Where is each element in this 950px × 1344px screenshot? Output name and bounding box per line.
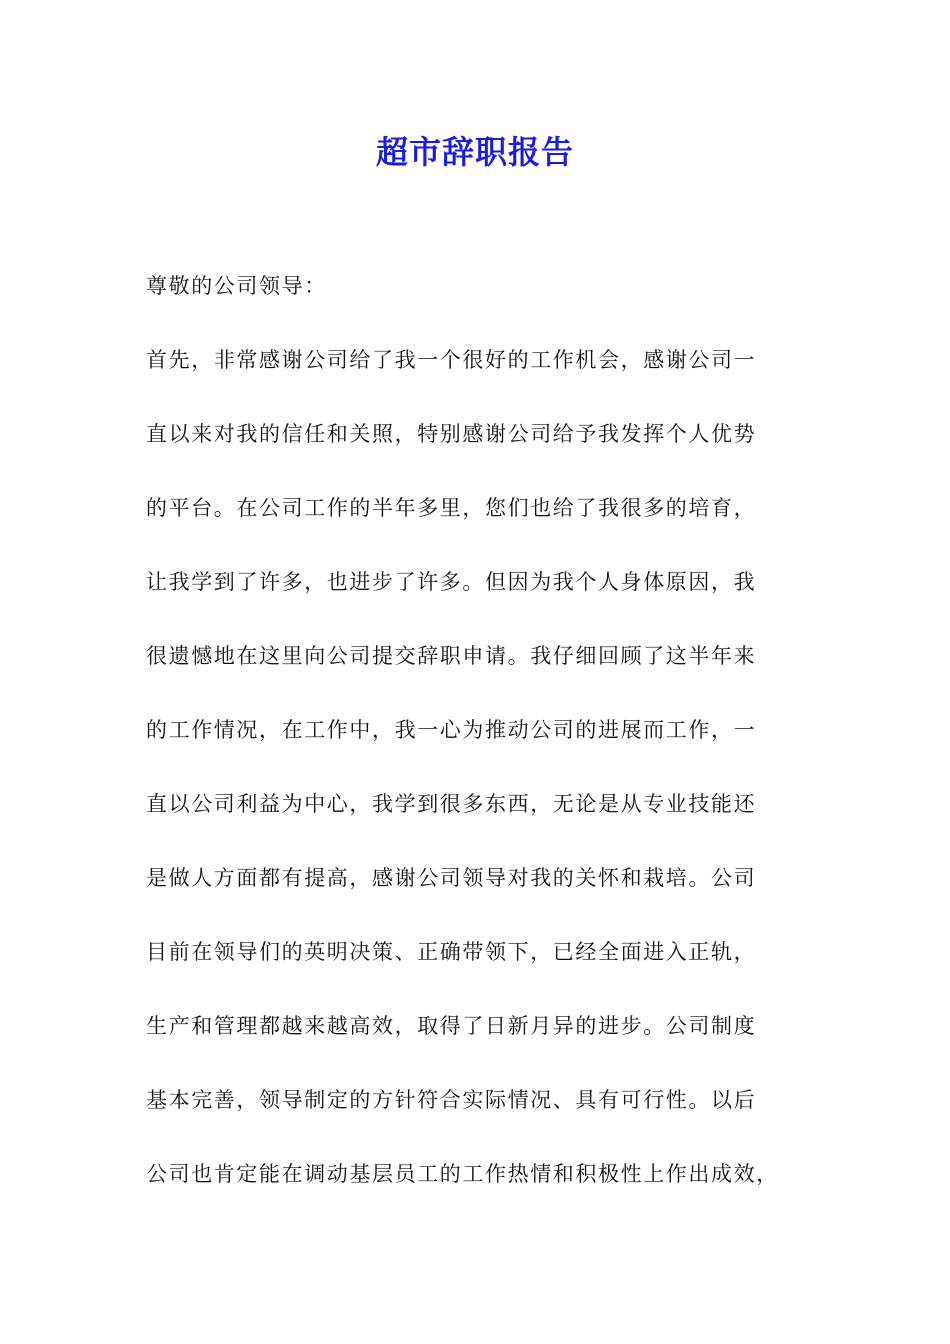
body-line: 目前在领导们的英明决策、正确带领下，已经全面进入正轨，: [146, 940, 757, 964]
salutation: 尊敬的公司领导：: [146, 274, 327, 298]
body-line: 直以公司利益为中心，我学到很多东西，无论是从专业技能还: [146, 792, 757, 816]
body-line: 直以来对我的信任和关照，特别感谢公司给予我发挥个人优势: [146, 422, 757, 446]
document-body: [146, 266, 816, 1228]
body-line: 的工作情况，在工作中，我一心为推动公司的进展而工作，一: [146, 718, 757, 742]
body-line: 是做人方面都有提高，感谢公司领导对我的关怀和栽培。公司: [146, 866, 757, 890]
body-line: 生产和管理都越来越高效，取得了日新月异的进步。公司制度: [146, 1014, 757, 1038]
body-line: 首先，非常感谢公司给了我一个很好的工作机会，感谢公司一: [146, 348, 757, 372]
body-line: 基本完善，领导制定的方针符合实际情况、具有可行性。以后: [146, 1088, 757, 1112]
document-title: 超市辞职报告: [375, 133, 574, 171]
body-line: 的平台。在公司工作的半年多里，您们也给了我很多的培育，: [146, 496, 757, 520]
body-line: 公司也肯定能在调动基层员工的工作热情和积极性上作出成效，: [146, 1162, 779, 1186]
body-line: 让我学到了许多，也进步了许多。但因为我个人身体原因，我: [146, 570, 757, 594]
body-line: 很遗憾地在这里向公司提交辞职申请。我仔细回顾了这半年来: [146, 644, 757, 668]
